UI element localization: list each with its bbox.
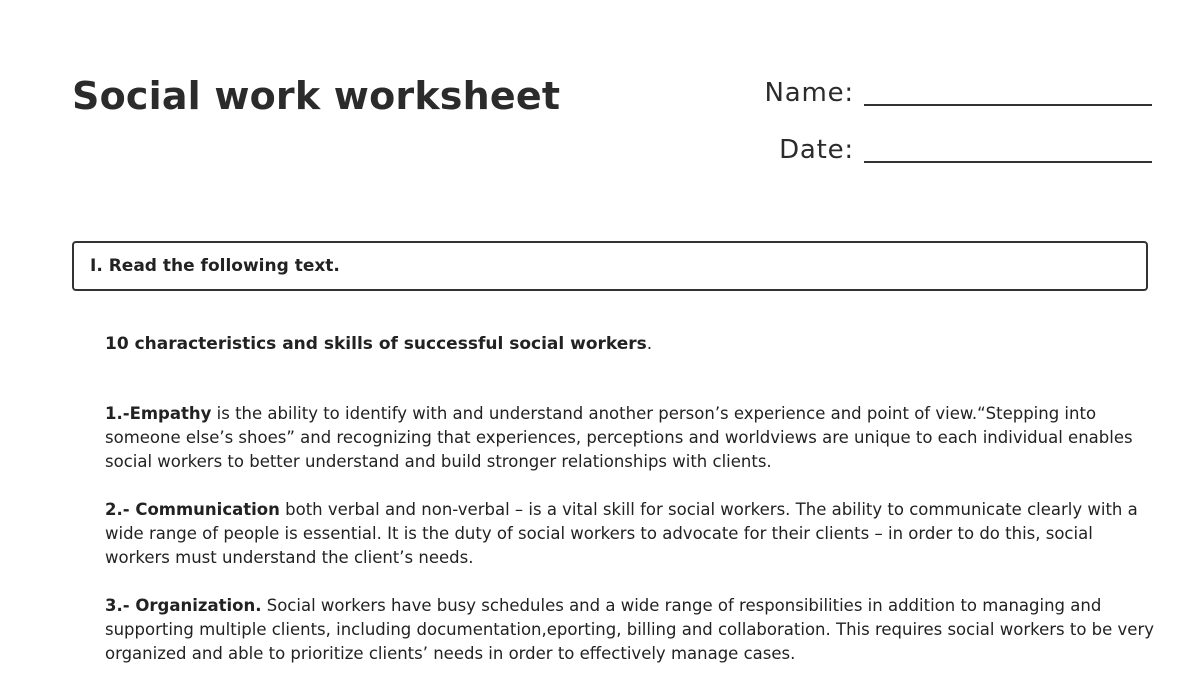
instruction-text: I. Read the following text. [90, 256, 340, 276]
reading-heading [105, 334, 1155, 354]
name-label: Name: [764, 78, 854, 108]
date-blank-line[interactable] [864, 161, 1152, 163]
reading-heading-suffix: . [646, 334, 653, 354]
paragraph-text: both verbal and non-verbal – is a vital skill for social workers. The ability to communicate clearly with a wide range of people is essential. It is the duty of social workers to advocate for their clients – in order to do this, social workers must understand the client’s needs. [105, 500, 1138, 567]
paragraph-label: 2.- Communication [105, 500, 280, 519]
name-blank-line[interactable] [864, 104, 1152, 106]
worksheet-title: Social work worksheet [72, 74, 561, 118]
paragraph-communication [105, 498, 1155, 570]
instruction-box [72, 241, 1148, 291]
paragraph-organization [105, 594, 1155, 666]
paragraph-empathy [105, 402, 1155, 474]
paragraph-label: 3.- Organization. [105, 596, 262, 615]
paragraph-text: Social workers have busy schedules and a wide range of responsibilities in addition to managing and supporting multiple clients, including documentation,eporting, billing and collaboration. This requires social workers to be very organized and able to prioritize clients’ needs in order to effectively manage cases. [105, 596, 1155, 663]
date-label: Date: [779, 135, 854, 165]
reading-text [105, 334, 1155, 690]
name-field [734, 78, 1152, 108]
date-field [734, 135, 1152, 165]
paragraph-label: 1.-Empathy [105, 404, 212, 423]
paragraph-text: is the ability to identify with and understand another person’s experience and point of view.“Stepping into someone else’s shoes” and recognizing that experiences, perceptions and worldviews are unique to each individual enables social workers to better understand and build stronger relationships with clients. [105, 404, 1133, 471]
reading-heading-text: 10 characteristics and skills of successful social workers [105, 334, 647, 354]
